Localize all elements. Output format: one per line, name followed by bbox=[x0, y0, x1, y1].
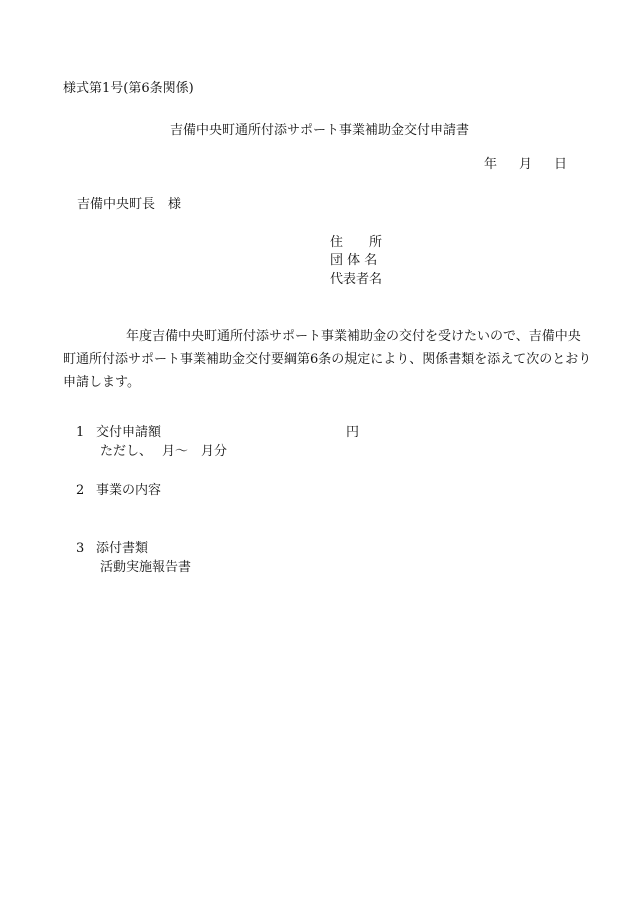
item-2-number: 2 bbox=[76, 483, 85, 498]
date-day: 日 bbox=[554, 157, 568, 172]
item-1-sub-month-from: 月〜 bbox=[162, 444, 189, 459]
item-1-sub-month-to: 月分 bbox=[201, 444, 228, 459]
document-title: 吉備中央町通所付添サポート事業補助金交付申請書 bbox=[170, 123, 470, 138]
item-1-sub-prefix: ただし、 bbox=[100, 444, 153, 459]
body-line-3: 申請します。 bbox=[63, 375, 140, 390]
item-3-label: 添付書類 bbox=[96, 541, 149, 556]
body-line-2: 町通所付添サポート事業補助金交付要綱第6条の規定により、関係書類を添えて次のとおり bbox=[63, 352, 592, 367]
applicant-representative-label: 代表者名 bbox=[330, 272, 383, 287]
body-line-1: 年度吉備中央町通所付添サポート事業補助金の交付を受けたいので、吉備中央 bbox=[126, 329, 581, 344]
addressee: 吉備中央町長 様 bbox=[77, 197, 182, 212]
item-1-unit: 円 bbox=[346, 425, 360, 440]
form-number: 様式第1号(第6条関係) bbox=[63, 81, 194, 96]
body-paragraph bbox=[63, 325, 592, 394]
item-1-label: 交付申請額 bbox=[96, 425, 162, 440]
item-3-sub-text: 活動実施報告書 bbox=[100, 560, 192, 575]
applicant-group-label: 団 体 名 bbox=[330, 253, 378, 268]
item-1-number: 1 bbox=[76, 425, 85, 440]
date-year: 年 bbox=[484, 157, 498, 172]
date-month: 月 bbox=[519, 157, 533, 172]
item-3-number: 3 bbox=[76, 541, 85, 556]
item-2-label: 事業の内容 bbox=[96, 483, 162, 498]
applicant-address-label: 住 所 bbox=[330, 235, 383, 250]
